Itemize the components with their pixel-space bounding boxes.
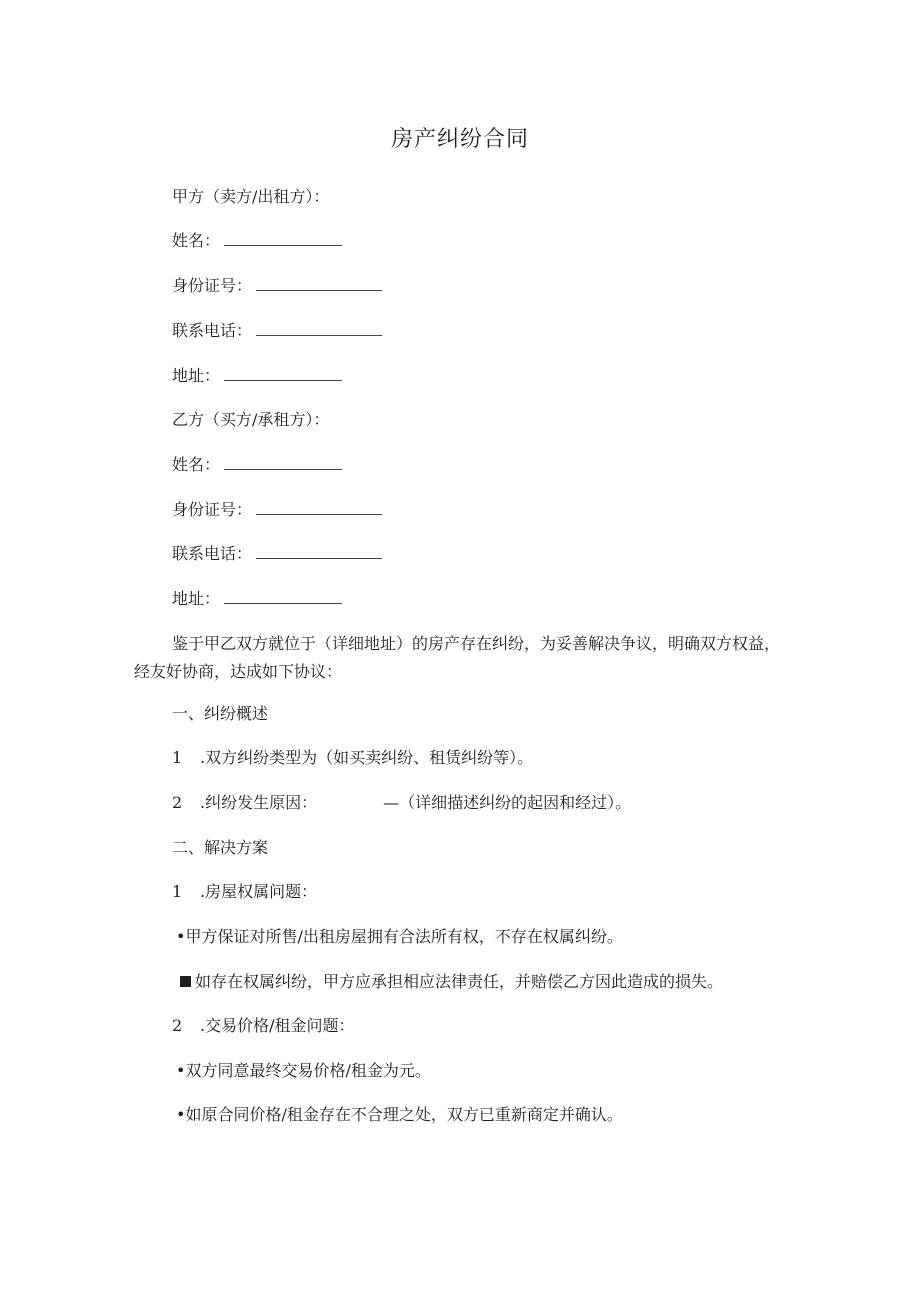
party-a-name-blank[interactable] [224,233,342,246]
party-b-id-label: 身份证号： [172,500,253,519]
party-a-id-row [172,276,382,296]
party-b-phone-label: 联系电话： [172,544,253,563]
party-a-phone-row [172,321,382,341]
party-a-heading: 甲方（卖方/出租方）： [172,187,330,206]
section1-item2-label: .纠纷发生原因： [200,793,318,812]
section2-item2-bullet2: •如原合同价格/租金存在不合理之处，双方已重新商定并确认。 [176,1105,623,1124]
party-a-phone-blank[interactable] [256,323,382,336]
party-a-id-label: 身份证号： [172,276,253,295]
section1-heading: 一、纠纷概述 [172,704,269,723]
party-b-heading: 乙方（买方/承租方）： [172,410,330,429]
section1-item2-text: —（详细描述纠纷的起因和经过）。 [383,793,632,812]
party-a-address-blank[interactable] [224,368,342,381]
section2-item2 [172,1016,354,1036]
section1-item1 [172,748,533,768]
party-b-id-blank[interactable] [256,502,382,515]
section2-item1-bullet2-row [180,972,723,992]
section2-item1-bullet2: 如存在权属纠纷，甲方应承担相应法律责任，并赔偿乙方因此造成的损失。 [195,972,724,991]
document-title: 房产纠纷合同 [390,127,529,152]
section1-item2 [172,793,631,813]
party-b-address-blank[interactable] [224,591,342,604]
preamble-paragraph: 鉴于甲乙双方就位于（详细地址）的房产存在纠纷，为妥善解决争议，明确双方权益，经友好协商，达成如下协议： [134,634,781,681]
section2-item2-text: .交易价格/租金问题： [200,1016,355,1035]
party-a-name-row [172,231,342,251]
party-b-address-row [172,589,342,609]
party-b-id-row [172,500,382,520]
party-b-phone-row [172,544,382,564]
section2-item1 [172,882,317,902]
party-a-name-label: 姓名： [172,231,221,250]
section1-item1-number: 1 [172,748,183,767]
party-a-address-label: 地址： [172,366,221,385]
square-bullet-icon [180,976,191,987]
party-b-address-label: 地址： [172,589,221,608]
party-b-name-blank[interactable] [224,457,342,470]
party-b-phone-blank[interactable] [256,546,382,559]
section2-item1-bullet1: •甲方保证对所售/出租房屋拥有合法所有权，不存在权属纠纷。 [176,927,623,946]
section2-heading: 二、解决方案 [172,838,269,857]
section2-item1-number: 1 [172,882,183,901]
party-a-phone-label: 联系电话： [172,321,253,340]
section2-item2-bullet1: •双方同意最终交易价格/租金为元。 [176,1061,431,1080]
section2-item1-text: .房屋权属问题： [200,882,318,901]
party-b-name-label: 姓名： [172,455,221,474]
section1-item2-number: 2 [172,793,183,812]
party-b-name-row [172,455,342,475]
party-a-address-row [172,366,342,386]
section2-item2-number: 2 [172,1016,183,1035]
party-a-id-blank[interactable] [256,278,382,291]
section1-item1-text: .双方纠纷类型为（如买卖纠纷、租赁纠纷等）。 [200,748,534,767]
